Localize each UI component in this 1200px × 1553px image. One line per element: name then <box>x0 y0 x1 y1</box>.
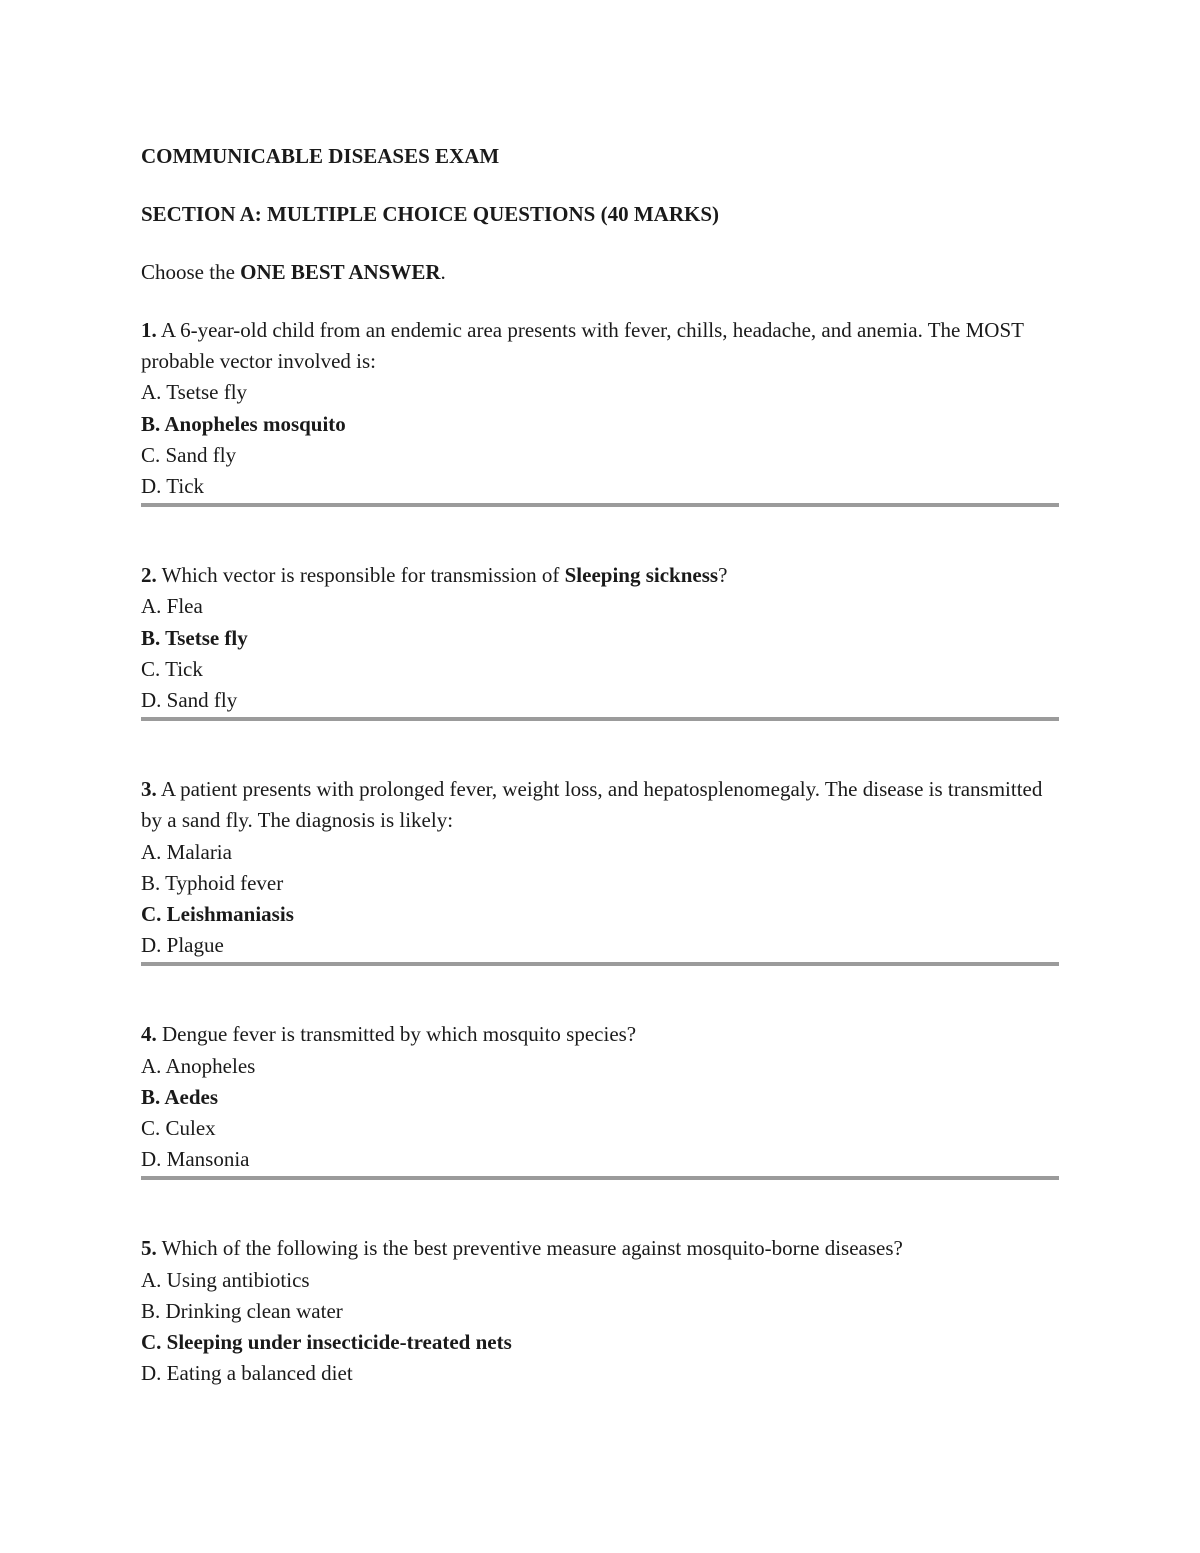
exam-title: COMMUNICABLE DISEASES EXAM <box>141 144 500 168</box>
option-d: D. Mansonia <box>141 1147 250 1172</box>
question-1 <box>141 315 1059 507</box>
option-a: A. Using antibiotics <box>141 1267 310 1292</box>
option-c-correct: C. Leishmaniasis <box>141 902 294 927</box>
option-b: B. Drinking clean water <box>141 1298 343 1323</box>
option-b-correct: B. Tsetse fly <box>141 625 248 650</box>
question-text: Which vector is responsible for transmission of <box>156 563 565 588</box>
question-stem <box>141 315 1059 377</box>
option-a: A. Malaria <box>141 839 232 864</box>
option-c: C. Tick <box>141 656 203 681</box>
question-stem <box>141 774 1059 836</box>
instruction-text <box>141 257 1059 288</box>
option-b-correct: B. Anopheles mosquito <box>141 411 346 436</box>
option-a: A. Anopheles <box>141 1053 256 1078</box>
option-c: C. Culex <box>141 1116 216 1141</box>
option-b-correct: B. Aedes <box>141 1084 219 1109</box>
option-d: D. Tick <box>141 474 205 499</box>
question-number: 1. <box>141 318 157 342</box>
answer-options <box>141 1265 1059 1390</box>
answer-options <box>141 837 1059 962</box>
option-a: A. Tsetse fly <box>141 380 248 405</box>
question-text: Dengue fever is transmitted by which mosquito species? <box>156 1022 637 1047</box>
question-number: 5. <box>141 1236 157 1261</box>
question-number: 4. <box>141 1022 157 1047</box>
option-d: D. Eating a balanced diet <box>141 1361 353 1386</box>
option-c: C. Sand fly <box>141 442 237 467</box>
question-text-emphasis: Sleeping sickness <box>564 563 719 588</box>
option-b: B. Typhoid fever <box>141 870 284 895</box>
question-divider <box>141 717 1059 721</box>
instruction-emphasis: ONE BEST ANSWER <box>240 260 441 284</box>
question-divider <box>141 962 1059 966</box>
question-stem <box>141 1233 1059 1264</box>
question-number: 2. <box>141 563 157 588</box>
question-text: A 6-year-old child from an endemic area presents with fever, chills, headache, and anemia. The MOST probable vector involved is: <box>141 318 1024 374</box>
question-divider <box>141 503 1059 507</box>
answer-options <box>141 377 1059 502</box>
question-text: Which of the following is the best preventive measure against mosquito-borne diseases? <box>156 1236 903 1261</box>
question-number: 3. <box>141 777 157 802</box>
option-c-correct: C. Sleeping under insecticide-treated nets <box>141 1330 512 1355</box>
question-3 <box>141 774 1059 966</box>
question-2 <box>141 560 1059 721</box>
question-5 <box>141 1233 1059 1389</box>
option-d: D. Sand fly <box>141 688 238 713</box>
exam-page <box>141 141 1059 1389</box>
question-text-end: ? <box>718 563 728 588</box>
option-a: A. Flea <box>141 594 203 619</box>
question-stem <box>141 1019 1059 1050</box>
question-text: A patient presents with prolonged fever, weight loss, and hepatosplenomegaly. The disease is transmitted by a sand fly. The diagnosis is likely: <box>141 777 1043 833</box>
instruction-suffix: . <box>440 260 446 284</box>
question-4 <box>141 1019 1059 1180</box>
section-heading: SECTION A: MULTIPLE CHOICE QUESTIONS (40 MARKS) <box>141 202 719 226</box>
instruction-prefix: Choose the <box>141 260 241 284</box>
question-divider <box>141 1176 1059 1180</box>
option-d: D. Plague <box>141 933 224 958</box>
answer-options <box>141 591 1059 716</box>
answer-options <box>141 1051 1059 1176</box>
question-stem <box>141 560 1059 591</box>
